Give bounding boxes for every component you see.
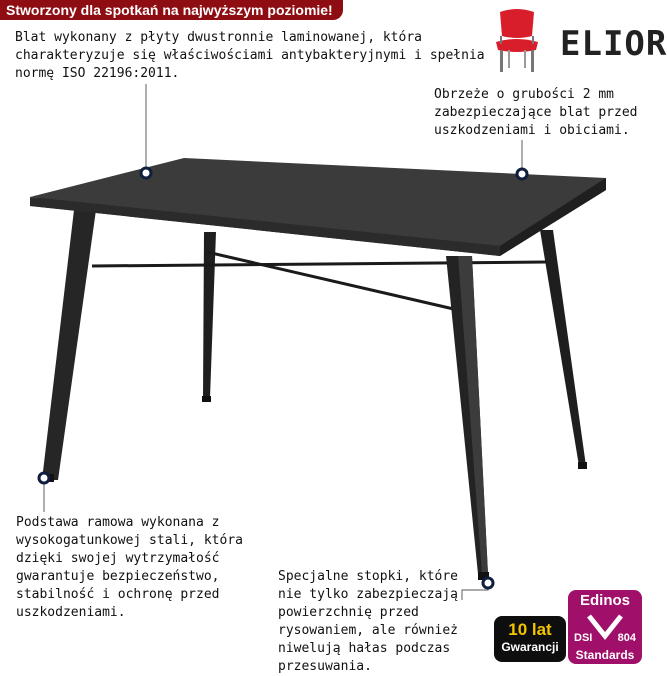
table-leg-back-left — [203, 232, 216, 398]
table-leg-front-left — [42, 210, 96, 480]
edinos-badge — [568, 590, 642, 664]
callout-right: Obrzeże o grubości 2 mm zabezpieczające blat przed uszkodzeniami i obiciami. — [434, 87, 638, 138]
callout-left: Podstawa ramowa wykonana z wysokogatunkowej stali, która dzięki swojej wytrzymałość gwarantuje bezpieczeństwo, stabilność i ochronę przed uszkodzeniami. — [16, 515, 243, 620]
brand-name: ELIOR — [560, 24, 667, 64]
warranty-badge — [494, 616, 566, 662]
edinos-dsi: DSI — [574, 632, 593, 644]
stretcher-bar — [207, 252, 458, 310]
table-leg-back-right — [540, 230, 586, 466]
warranty-label: Gwarancji — [501, 640, 559, 654]
foot-cap — [578, 462, 587, 469]
callout-marker-bottom — [483, 578, 493, 588]
callout-bottom: Specjalne stopki, które nie tylko zabezpieczają powierzchnię przed rysowaniem, ale również niwelują hałas podczas przesuwania. — [278, 569, 459, 674]
edinos-standards: Standards — [575, 648, 635, 662]
edinos-number: 804 — [617, 632, 636, 644]
stretcher-bar — [92, 262, 546, 266]
header-banner: Stworzony dla spotkań na najwyższym poziomie! — [0, 0, 343, 20]
callout-top: Blat wykonany z płyty dwustronnie laminowanej, która charakteryzuje się właściwościami antybakteryjnymi i spełnia normę ISO 22196:2011. — [15, 30, 485, 81]
callout-marker-right — [517, 169, 527, 179]
foot-cap — [202, 396, 211, 402]
warranty-years: 10 lat — [508, 620, 552, 639]
callout-marker-left — [39, 473, 49, 483]
edinos-name: Edinos — [579, 592, 630, 609]
callout-marker-top — [141, 168, 151, 178]
